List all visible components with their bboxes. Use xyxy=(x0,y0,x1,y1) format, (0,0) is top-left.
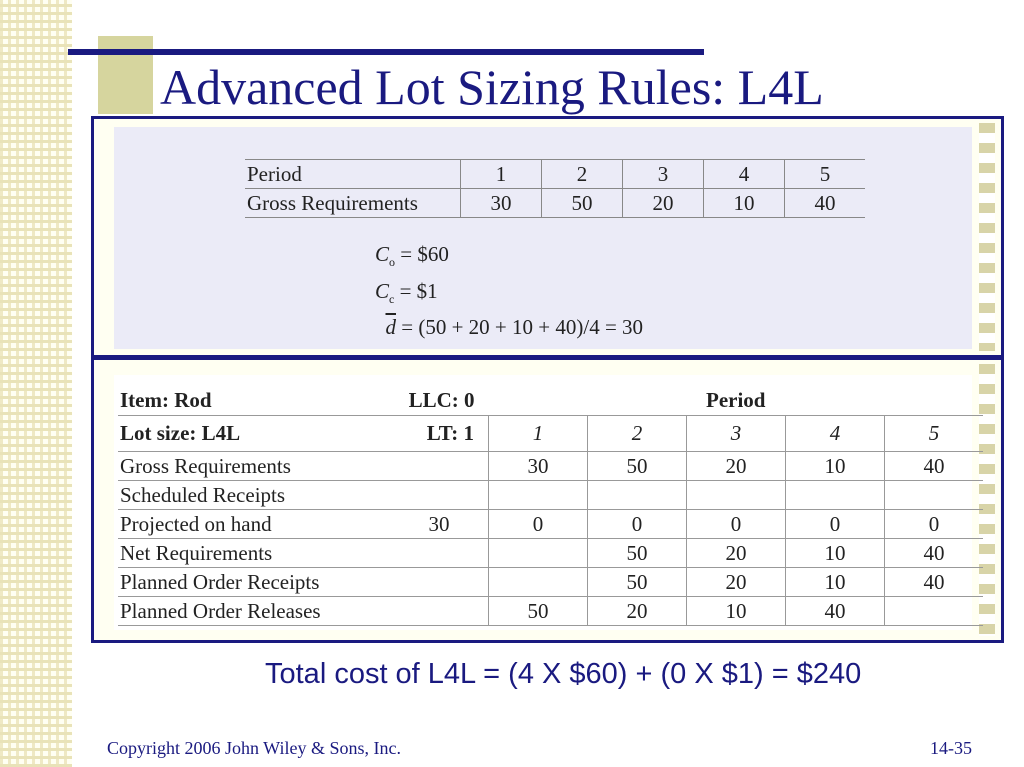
cc-symbol: C xyxy=(375,279,390,303)
mrp-period-number: 1 xyxy=(489,416,588,452)
mrp-lead-time: LT: 1 xyxy=(426,421,474,445)
copyright-footer: Copyright 2006 John Wiley & Sons, Inc. xyxy=(107,738,401,758)
input-table-cell: 10 xyxy=(704,189,785,218)
mrp-lot-size: Lot size: L4L xyxy=(120,421,241,445)
mrp-cell: 0 xyxy=(588,510,687,539)
mrp-period-number: 4 xyxy=(786,416,885,452)
mrp-initial-cell xyxy=(390,568,489,597)
mrp-cell: 10 xyxy=(687,597,786,626)
mrp-lotsize-lt-cell xyxy=(118,416,489,452)
mrp-cell: 10 xyxy=(786,539,885,568)
slide-title: Advanced Lot Sizing Rules: L4L xyxy=(160,59,824,115)
mrp-period-header: Period xyxy=(706,387,766,412)
mrp-cell: 50 xyxy=(489,597,588,626)
mrp-cell: 40 xyxy=(885,568,984,597)
mrp-row-label: Planned Order Releases xyxy=(118,597,390,626)
ordering-cost-formula xyxy=(375,242,449,270)
mrp-cell: 20 xyxy=(588,597,687,626)
mrp-table xyxy=(118,385,983,626)
input-table-cell: 4 xyxy=(704,160,785,189)
mrp-cell xyxy=(687,481,786,510)
left-decorative-strip xyxy=(0,0,72,767)
page-number: 14-35 xyxy=(930,738,972,758)
title-accent-box xyxy=(98,36,153,114)
mrp-initial-cell xyxy=(390,452,489,481)
co-symbol: C xyxy=(375,242,390,266)
mrp-cell: 10 xyxy=(786,568,885,597)
input-table-label: Period xyxy=(245,160,461,189)
mrp-cell: 50 xyxy=(588,539,687,568)
mrp-header-row-2 xyxy=(118,416,983,452)
mrp-row-label: Gross Requirements xyxy=(118,452,390,481)
mrp-period-number: 3 xyxy=(687,416,786,452)
mrp-cell: 20 xyxy=(687,568,786,597)
mrp-cell xyxy=(489,481,588,510)
input-data-table xyxy=(245,159,865,218)
input-table-cell: 50 xyxy=(542,189,623,218)
cc-value: = $1 xyxy=(394,279,438,303)
mrp-cell: 40 xyxy=(885,539,984,568)
mrp-row xyxy=(118,481,983,510)
mrp-period-number: 5 xyxy=(885,416,984,452)
co-value: = $60 xyxy=(395,242,449,266)
input-table-cell: 20 xyxy=(623,189,704,218)
mrp-cell: 50 xyxy=(588,452,687,481)
average-demand-formula xyxy=(375,315,643,340)
mrp-cell: 20 xyxy=(687,539,786,568)
mrp-llc: LLC: 0 xyxy=(408,387,475,412)
input-table-cell: 3 xyxy=(623,160,704,189)
mrp-initial-cell: 30 xyxy=(390,510,489,539)
mrp-cell xyxy=(489,568,588,597)
mrp-cell: 0 xyxy=(885,510,984,539)
carrying-cost-formula xyxy=(375,279,438,307)
mrp-cell xyxy=(786,481,885,510)
mrp-cell: 40 xyxy=(786,597,885,626)
mrp-item-llc-cell xyxy=(118,385,489,416)
filmstrip-decoration xyxy=(977,123,995,351)
total-cost-text: Total cost of L4L = (4 X $60) + (0 X $1) = $240 xyxy=(265,658,862,690)
mrp-cell xyxy=(489,539,588,568)
d-value: = (50 + 20 + 10 + 40)/4 = 30 xyxy=(396,315,644,339)
mrp-row-label: Projected on hand xyxy=(118,510,390,539)
co-subscript: o xyxy=(389,255,396,270)
mrp-cell: 0 xyxy=(687,510,786,539)
mrp-header-row-1 xyxy=(118,385,983,416)
mrp-cell xyxy=(885,481,984,510)
mrp-row xyxy=(118,568,983,597)
mrp-initial-cell xyxy=(390,597,489,626)
input-table-cell: 5 xyxy=(785,160,866,189)
input-table-cell: 1 xyxy=(461,160,542,189)
mrp-cell: 40 xyxy=(885,452,984,481)
mrp-cell: 30 xyxy=(489,452,588,481)
input-table-label: Gross Requirements xyxy=(245,189,461,218)
cc-subscript: c xyxy=(389,292,395,307)
input-table-cell: 30 xyxy=(461,189,542,218)
input-table-cell: 2 xyxy=(542,160,623,189)
mrp-row xyxy=(118,452,983,481)
mrp-row xyxy=(118,510,983,539)
mrp-row xyxy=(118,597,983,626)
mrp-period-number: 2 xyxy=(588,416,687,452)
mrp-item: Item: Rod xyxy=(120,387,212,412)
mrp-initial-cell xyxy=(390,481,489,510)
mrp-cell: 0 xyxy=(786,510,885,539)
input-table-row xyxy=(245,160,865,189)
mrp-row-label: Net Requirements xyxy=(118,539,390,568)
mrp-cell: 20 xyxy=(687,452,786,481)
mrp-row-label: Scheduled Receipts xyxy=(118,481,390,510)
mrp-cell xyxy=(588,481,687,510)
mrp-cell: 50 xyxy=(588,568,687,597)
input-table-cell: 40 xyxy=(785,189,866,218)
d-bar-symbol: $\overline{d}$ xyxy=(385,315,396,339)
mrp-row xyxy=(118,539,983,568)
mrp-cell: 0 xyxy=(489,510,588,539)
input-table-row xyxy=(245,189,865,218)
mrp-cell xyxy=(885,597,984,626)
mrp-cell: 10 xyxy=(786,452,885,481)
mrp-initial-cell xyxy=(390,539,489,568)
mrp-row-label: Planned Order Receipts xyxy=(118,568,390,597)
